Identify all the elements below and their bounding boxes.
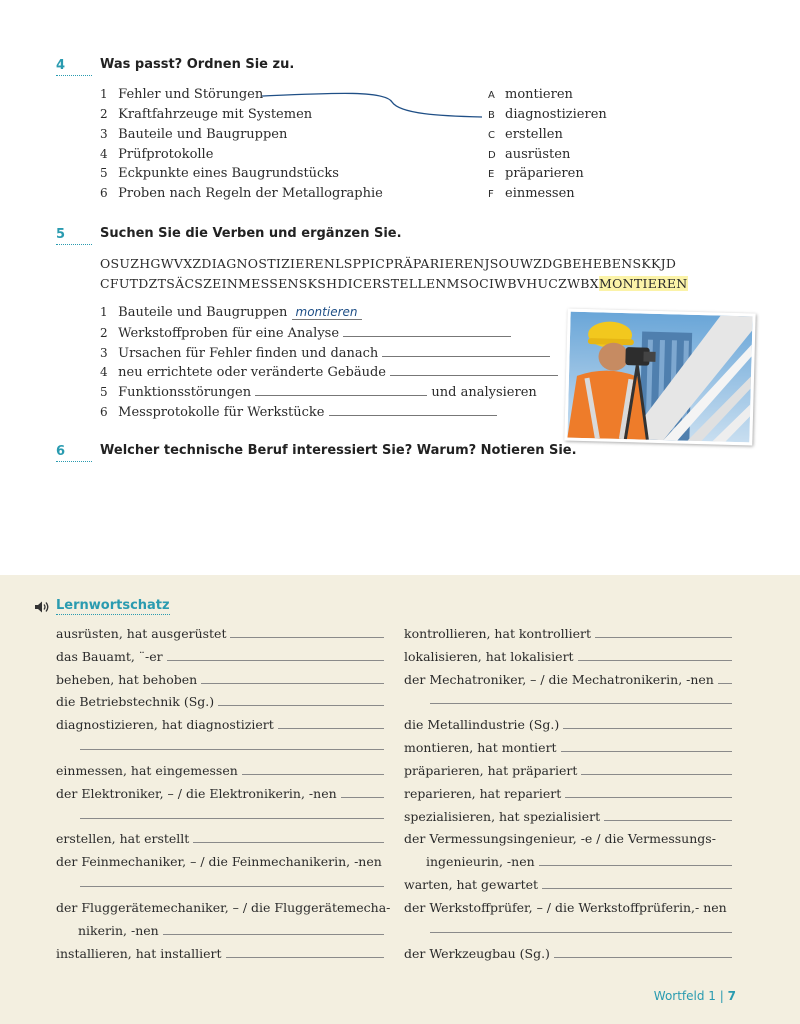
vocab-entry: [76, 809, 384, 819]
write-line[interactable]: [578, 651, 732, 661]
write-line[interactable]: [163, 925, 384, 935]
write-line[interactable]: [278, 719, 384, 729]
write-line[interactable]: [542, 879, 732, 889]
match-left-item: 2 Kraftfahrzeuge mit Systemen: [100, 107, 313, 122]
vocab-entry: der Elektroniker, – / die Elektronikerin, -nen: [56, 786, 384, 801]
footer-separator: |: [719, 989, 724, 1003]
vocab-entry: lokalisieren, hat lokalisiert: [404, 649, 732, 664]
exercise-4-instruction: Was passt? Ordnen Sie zu.: [100, 57, 295, 72]
vocab-entry: beheben, hat behoben: [56, 672, 384, 687]
write-line[interactable]: [563, 719, 732, 729]
match-right-item: E präparieren: [488, 166, 584, 181]
write-line[interactable]: [193, 833, 384, 843]
write-line[interactable]: [80, 809, 384, 819]
vocab-entry: der Feinmechaniker, – / die Feinmechanikerin, -nen: [56, 854, 382, 869]
write-line[interactable]: [218, 696, 384, 706]
vocab-entry: erstellen, hat erstellt: [56, 831, 384, 846]
write-line[interactable]: [718, 674, 732, 684]
vocab-entry: der Mechatroniker, – / die Mechatronikerin, -nen: [404, 672, 732, 687]
fill-item: 1 Bauteile und Baugruppen montieren: [100, 305, 362, 320]
word-search-line-1: OSUZHGWVXZDIAGNOSTIZIERENLSPPICPRÄPARIERENJSOUWZDGBEHEBENSKKJD: [100, 256, 677, 271]
write-line[interactable]: [167, 651, 384, 661]
vocab-entry: [426, 923, 732, 933]
vocab-entry: die Betriebstechnik (Sg.): [56, 694, 384, 709]
write-line[interactable]: [595, 628, 732, 638]
match-left-item: 5 Eckpunkte eines Baugrundstücks: [100, 166, 339, 181]
match-right-item: C erstellen: [488, 127, 563, 142]
exercise-4-number: 4: [56, 58, 92, 76]
answer-field[interactable]: [343, 325, 511, 337]
write-line[interactable]: [242, 765, 384, 775]
match-left-item: 6 Proben nach Regeln der Metallographie: [100, 186, 383, 201]
answer-field[interactable]: [390, 364, 558, 376]
write-line[interactable]: [80, 740, 384, 750]
page-number: 7: [727, 989, 736, 1003]
vocab-entry: einmessen, hat eingemessen: [56, 763, 384, 778]
vocab-entry: die Metallindustrie (Sg.): [404, 717, 732, 732]
vocab-entry: der Fluggerätemechaniker, – / die Fluggerätemecha-: [56, 900, 391, 915]
fill-item: 3 Ursachen für Fehler finden und danach: [100, 345, 550, 361]
vocab-entry: präparieren, hat präpariert: [404, 763, 732, 778]
vocab-entry: [76, 877, 384, 887]
match-right-item: B diagnostizieren: [488, 107, 607, 122]
match-left-item: 4 Prüfprotokolle: [100, 147, 214, 162]
vocab-entry: spezialisieren, hat spezialisiert: [404, 809, 732, 824]
write-line[interactable]: [201, 674, 384, 684]
word-search-line-2: CFUTDZTSÄCSZEINMESSENSKSHDICERSTELLENMSOCIWBVHUCZWBXMONTIEREN: [100, 276, 688, 291]
vocab-entry: nikerin, -nen: [78, 923, 384, 938]
vocab-entry: ausrüsten, hat ausgerüstet: [56, 626, 384, 641]
write-line[interactable]: [430, 923, 732, 933]
match-left-item: 1 Fehler und Störungen: [100, 87, 264, 102]
vocabulary-title: Lernwortschatz: [56, 598, 170, 613]
page-footer: [654, 989, 736, 1003]
write-line[interactable]: [341, 788, 384, 798]
write-line[interactable]: [565, 788, 732, 798]
vocab-entry: der Werkzeugbau (Sg.): [404, 946, 732, 961]
vocab-entry: ingenieurin, -nen: [426, 854, 732, 869]
exercise-5-instruction: Suchen Sie die Verben und ergänzen Sie.: [100, 226, 402, 241]
vocab-entry: reparieren, hat repariert: [404, 786, 732, 801]
answer-field[interactable]: montieren: [292, 305, 362, 320]
vocab-entry: [426, 694, 732, 704]
write-line[interactable]: [230, 628, 384, 638]
vocab-entry: der Werkstoffprüfer, – / die Werkstoffprüferin,- nen: [404, 900, 727, 915]
highlighted-word: MONTIEREN: [598, 276, 688, 291]
write-line[interactable]: [539, 856, 732, 866]
match-right-item: A montieren: [488, 87, 573, 102]
fill-item: 4 neu errichtete oder veränderte Gebäude: [100, 364, 558, 380]
surveyor-photo: [564, 309, 755, 446]
footer-section: Wortfeld 1: [653, 989, 716, 1003]
vocab-entry: installieren, hat installiert: [56, 946, 384, 961]
vocab-entry: montieren, hat montiert: [404, 740, 732, 755]
fill-item: 5 Funktionsstörungen und analysieren: [100, 385, 537, 400]
write-line[interactable]: [80, 877, 384, 887]
vocab-entry: warten, hat gewartet: [404, 877, 732, 892]
match-connector-line: [0, 0, 800, 220]
match-right-item: F einmessen: [488, 186, 575, 201]
vocab-entry: diagnostizieren, hat diagnostiziert: [56, 717, 384, 732]
vocab-entry: [76, 740, 384, 750]
answer-field[interactable]: [382, 345, 550, 357]
vocab-entry: der Vermessungsingenieur, -e / die Vermessungs-: [404, 831, 716, 846]
exercise-6-instruction: Welcher technische Beruf interessiert Sie? Warum? Notieren Sie.: [100, 443, 577, 458]
write-line[interactable]: [554, 948, 732, 958]
match-right-item: D ausrüsten: [488, 147, 571, 162]
match-left-item: 3 Bauteile und Baugruppen: [100, 127, 288, 142]
answer-field[interactable]: [255, 384, 427, 396]
answer-field[interactable]: [329, 404, 497, 416]
fill-item: 2 Werkstoffproben für eine Analyse: [100, 325, 511, 341]
exercise-5-number: 5: [56, 227, 92, 245]
exercise-6-number: 6: [56, 444, 92, 462]
write-line[interactable]: [581, 765, 732, 775]
vocab-entry: kontrollieren, hat kontrolliert: [404, 626, 732, 641]
speaker-icon[interactable]: [34, 600, 50, 614]
write-line[interactable]: [604, 811, 732, 821]
write-line[interactable]: [226, 948, 384, 958]
write-line[interactable]: [430, 694, 732, 704]
vocab-entry: das Bauamt, ¨-er: [56, 649, 384, 664]
write-line[interactable]: [561, 742, 732, 752]
fill-item: 6 Messprotokolle für Werkstücke: [100, 404, 497, 420]
